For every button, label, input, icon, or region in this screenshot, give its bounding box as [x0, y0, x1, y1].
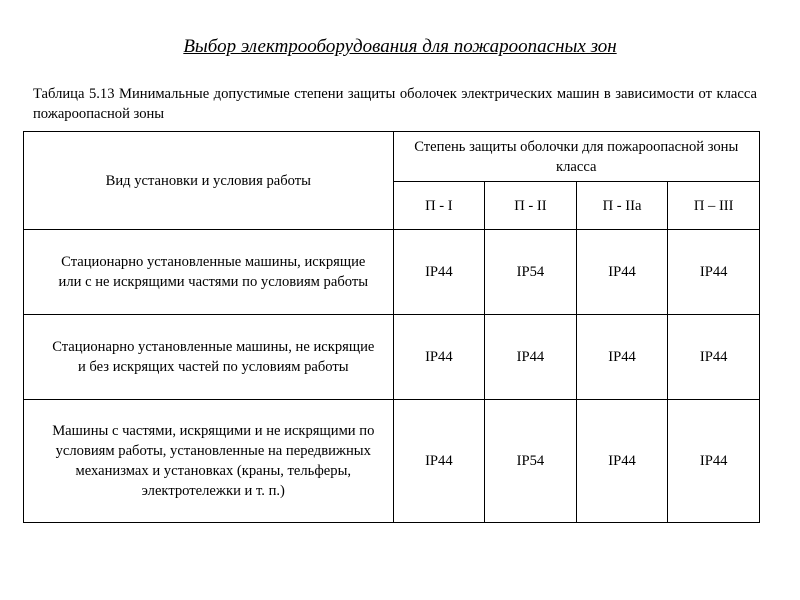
row-value: IP44	[393, 315, 485, 400]
header-class-p2: П - II	[485, 182, 577, 230]
header-class-p2a: П - IIа	[576, 182, 668, 230]
row-value: IP54	[485, 400, 577, 523]
header-protection-degree: Степень защиты оболочки для пожароопасной зоны класса	[393, 132, 759, 182]
row-value: IP44	[668, 230, 760, 315]
header-class-p1: П - I	[393, 182, 485, 230]
table-row	[24, 400, 760, 523]
header-installation-type: Вид установки и условия работы	[24, 132, 394, 230]
row-value: IP44	[393, 400, 485, 523]
row-value: IP44	[576, 315, 668, 400]
row-value: IP44	[668, 400, 760, 523]
row-description: Стационарно установленные машины, искрящие или с не искрящими частями по условиям работы	[24, 230, 394, 315]
row-value: IP54	[485, 230, 577, 315]
table-caption: Таблица 5.13 Минимальные допустимые степени защиты оболочек электрических машин в зависимости от класса пожароопасной зоны	[33, 86, 757, 122]
row-value: IP44	[668, 315, 760, 400]
row-value: IP44	[576, 230, 668, 315]
table-row	[24, 230, 760, 315]
row-value: IP44	[576, 400, 668, 523]
row-value: IP44	[485, 315, 577, 400]
slide-title: Выбор электрооборудования для пожароопасных зон	[183, 36, 617, 57]
row-description: Стационарно установленные машины, не искрящие и без искрящих частей по условиям работы	[24, 315, 394, 400]
table-row	[24, 315, 760, 400]
row-description: Машины с частями, искрящими и не искрящими по условиям работы, установленные на передвижных механизмах и установках (краны, тельферы, электротележки и т. п.)	[24, 400, 394, 523]
protection-table	[23, 131, 760, 523]
row-value: IP44	[393, 230, 485, 315]
header-class-p3: П – III	[668, 182, 760, 230]
